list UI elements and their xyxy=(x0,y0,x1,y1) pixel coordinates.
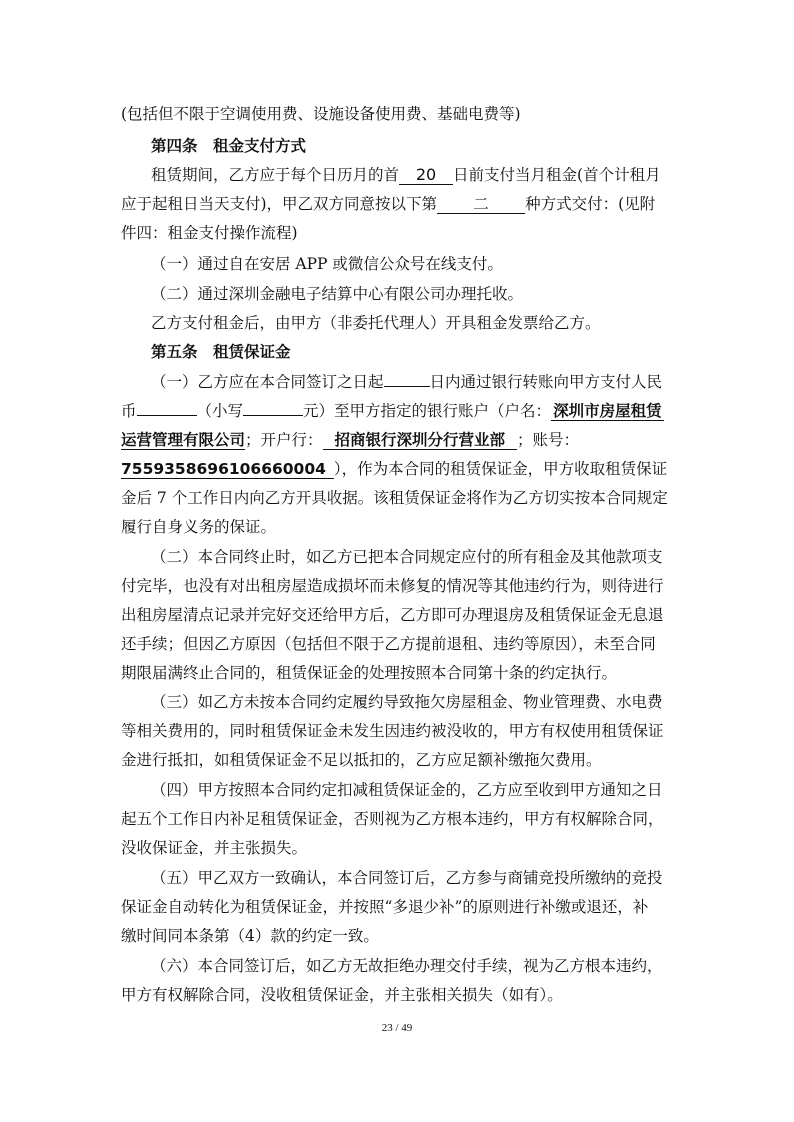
line-text: (包括但不限于空调使用费、设施设备使用费、基础电费等) xyxy=(121,105,521,123)
text-line xyxy=(121,459,667,479)
text-line xyxy=(121,401,664,421)
line-text: （一）通过自在安居 APP 或微信公众号在线支付。 xyxy=(151,255,503,273)
payment-day-field: 20 xyxy=(399,166,453,185)
line-text: 等相关费用的，同时租赁保证金未发生因违约被没收的，甲方有权使用租赁保证 xyxy=(121,722,664,740)
text-line xyxy=(121,838,307,858)
line-text: ），作为本合同的租赁保证金，甲方收取租赁保证 xyxy=(333,460,668,478)
text-line xyxy=(121,663,617,683)
text-line xyxy=(151,692,663,712)
line-text: （四）甲方按照本合同约定扣减租赁保证金的，乙方应至收到甲方通知之日 xyxy=(151,781,663,799)
line-text: （小写 xyxy=(196,402,244,420)
line-text: 付完毕，也没有对出租房屋造成损坏而未修复的情况等其他违约行为，则待进行 xyxy=(121,577,664,595)
article-4-heading xyxy=(151,136,306,156)
line-text: 还手续；但因乙方原因（包括但不限于乙方提前退租、违约等原因），未至合同 xyxy=(121,635,656,653)
line-text: 期限届满终止合同的，租赁保证金的处理按照本合同第十条的约定执行。 xyxy=(121,664,618,682)
amount-numeric-blank xyxy=(243,415,303,416)
line-text: （一）乙方应在本合同签订之日起 xyxy=(151,373,384,391)
text-line xyxy=(151,165,661,185)
line-text: （二）通过深圳金融电子结算中心有限公司办理托收。 xyxy=(151,285,524,303)
text-line xyxy=(121,223,298,243)
line-text: 没收保证金，并主张损失。 xyxy=(121,839,308,857)
line-text: （五）甲乙双方一致确认，本合同签订后， xyxy=(151,869,446,887)
heading-text: 第四条 租金支付方式 xyxy=(151,136,307,155)
line-text: 甲方指定的银行账户（户名： xyxy=(349,402,552,420)
line-text: 出租房屋清点记录并完好交还给甲方后，乙方即可办理退房及租赁保证金无息退 xyxy=(121,606,664,624)
text-line xyxy=(121,897,648,917)
line-text: 保证金自动转化为租 xyxy=(121,898,261,916)
line-text: 乙方参与商铺竞投所缴纳的竞投 xyxy=(445,869,663,887)
text-line xyxy=(151,372,662,392)
line-text: ；账号： xyxy=(517,431,580,449)
days-blank xyxy=(384,386,430,387)
text-line xyxy=(151,868,663,888)
text-line xyxy=(121,104,521,124)
text-line xyxy=(151,547,663,567)
line-text: （六）本合同签订后，如乙方无故拒绝办理交付手续，视为乙方根本违约， xyxy=(151,957,663,975)
amount-blank xyxy=(137,415,197,416)
text-line xyxy=(121,985,563,1005)
line-text: 件四：租金支付操作流程) xyxy=(121,224,298,242)
text-line xyxy=(121,488,668,508)
line-text: 赁保证金，并按照“多退少补”的原则进行补缴或退还，补 xyxy=(260,898,649,916)
line-text: 租赁期间，乙方应于每个日历月的首 xyxy=(151,166,400,184)
text-line xyxy=(151,284,523,304)
text-line xyxy=(121,576,664,596)
line-text: （二）本合同终止时，如乙方已把本合同规定应付的所有租金及其他款项支 xyxy=(151,548,663,566)
line-text: 币 xyxy=(121,402,137,420)
line-text: 起五个工作日内补足租赁保证金，否则视为乙方根本违约，甲方有权解除合同， xyxy=(121,810,664,828)
text-line xyxy=(121,634,656,654)
bank-name-field: 招商银行深圳分行营业部 xyxy=(323,431,518,450)
account-name-field-cont: 运营管理有限公司 xyxy=(121,431,246,449)
line-text: 元）至 xyxy=(303,402,350,420)
line-text: 缴时间同本条第（4）款的约定一致。 xyxy=(121,927,379,945)
article-5-heading xyxy=(151,342,291,362)
text-line xyxy=(121,809,664,829)
line-text: 甲方有权解除合同，没收租赁保证金，并主张相关损失（如有）。 xyxy=(121,986,563,1004)
text-line xyxy=(121,605,664,625)
line-text: 日前支付当月租金(首个计租月 xyxy=(453,166,661,184)
line-text: 乙方支付租金后，由甲方（非委托代理人）开具租金发票给乙方。 xyxy=(151,314,601,332)
line-text: 应于起租日当天支付)，甲乙双方同意按以下第 xyxy=(121,195,438,213)
account-name-field: 深圳市房屋租赁 xyxy=(553,402,662,420)
text-line xyxy=(151,780,663,800)
text-line xyxy=(121,750,602,770)
line-text: 种方式交付：(见附 xyxy=(525,195,656,213)
text-line xyxy=(121,194,655,214)
text-line xyxy=(121,926,379,946)
text-line xyxy=(151,313,601,333)
text-line xyxy=(151,254,503,274)
text-line xyxy=(121,721,664,741)
line-text: 金后 7 个工作日内向乙方开具收据。该租赁保证金将作为乙方切实按本合同规定 xyxy=(121,489,668,507)
payment-method-field: 二 xyxy=(437,195,525,214)
account-number-field: 755935869610666000​4 xyxy=(121,460,334,479)
line-text: 金进行抵扣，如租赁保证金不足以抵扣的，乙方应足额补缴拖欠费用。 xyxy=(121,751,602,769)
line-text: 履行自身义务的保证。 xyxy=(121,518,277,536)
text-line xyxy=(121,430,579,450)
page-number: 23 / 49 xyxy=(381,1022,413,1034)
heading-text: 第五条 租赁保证金 xyxy=(151,342,291,361)
text-line xyxy=(151,956,663,976)
line-text: （三）如乙方未按本合同约定履约导致拖欠房屋租金、物业管理费、水电费 xyxy=(151,693,663,711)
line-text: ；开户行： xyxy=(245,431,323,449)
line-text: 日内通过银行转账向甲方支付人民 xyxy=(429,373,663,391)
text-line xyxy=(121,517,276,537)
